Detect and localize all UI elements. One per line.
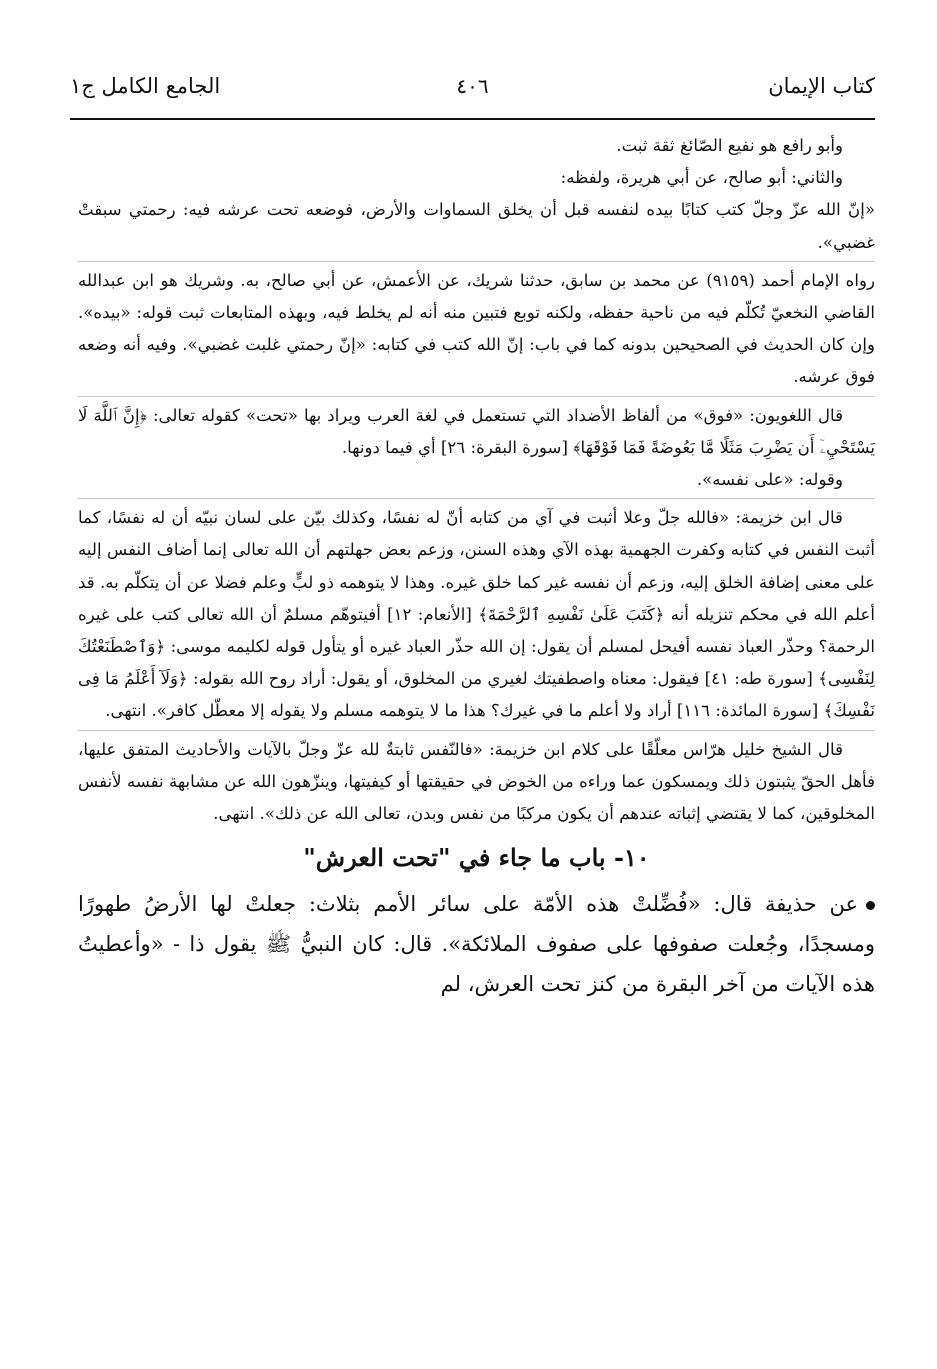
chapter-hadith-text: عن حذيفة قال: «فُضِّلتْ هذه الأمّة على سائر الأمم بثلاث: جعلتْ لها الأرضُ طهورًا ومسجدًا، وجُعلت صفوفها على صفوف الملائكة». قال: كان النبيُّ ﷺ يقول ذا - «وأعطيتُ هذه الآيات من آخر البقرة من كنز تحت العرش، لم	[78, 892, 875, 997]
section-divider	[78, 730, 875, 731]
paragraph: قال اللغويون: «فوق» من ألفاظ الأضداد التي تستعمل في لغة العرب ويراد بها «تحت» كقوله تعالى: ﴿إِنَّ ٱللَّهَ لَا يَسْتَحْيِۦٓ أَن يَضْرِبَ مَثَلًا مَّا بَعُوضَةً فَمَا فَوْقَهَا﴾ [سورة البقرة: ٢٦] أي فيما دونها.	[78, 405, 875, 457]
bullet-icon	[866, 901, 875, 910]
page-number: ٤٠٦	[456, 74, 489, 98]
section-divider	[78, 396, 875, 397]
section-divider	[78, 498, 875, 499]
paragraph: وأبو رافع هو نفيع الصّائغ ثقة ثبت.	[616, 136, 843, 155]
header-volume-title: الجامع الكامل ج١	[70, 74, 221, 98]
paragraph: رواه الإمام أحمد (٩١٥٩) عن محمد بن سابق، حدثنا شريك، عن الأعمش، عن أبي صالح، به. وشريك هو ابن عبدالله القاضي النخعيّ تُكلّم فيه من ناحية حفظه، ولكنه توبع فتبين منه أنه لم يخلط فيه، وبهذه المتابعات ثبت قوله: «بيده». وإن كان الحديث في الصحيحين بدونه كما في باب: إنّ الله كتب في كتابه: «إنّ رحمتي غلبت غضبي». وفيه أنه وضعه فوق عرشه.	[78, 270, 875, 387]
paragraph: وقوله: «على نفسه».	[696, 470, 843, 490]
paragraph: والثاني: أبو صالح، عن أبي هريرة، ولفظه:	[560, 168, 843, 188]
section-divider	[78, 261, 875, 262]
paragraph: قال الشيخ خليل هرّاس معلّقًا على كلام ابن خزيمة: «فالنّفس ثابتةٌ لله عزّ وجلّ بالآيات والأحاديث المتفق عليها، فأهل الحقّ يثبتون ذلك ويمسكون عما وراءه من الخوض في حقيقتها أو كيفيتها، وينزّهون الله عن مشابهة نفسه لأنفس المخلوقين، كما لا يقتضي إثباته عندهم أن يكون مركبًا من نفس وبدن، تعالى الله عن ذلك». انتهى.	[78, 739, 875, 824]
hadith-text: «إنّ الله عزّ وجلّ كتب كتابًا بيده لنفسه قبل أن يخلق السماوات والأرض، فوضعه تحت عرشه فيه: رحمتي سبقتْ غضبي».	[78, 200, 875, 252]
page-body	[78, 130, 875, 1004]
chapter-hadith	[78, 884, 875, 1004]
page-header	[70, 56, 875, 116]
header-divider	[70, 118, 875, 120]
chapter-heading: ١٠- باب ما جاء في "تحت العرش"	[303, 843, 650, 873]
paragraph: قال ابن خزيمة: «فالله جلّ وعلا أثبت في آي من كتابه أنّ له نفسًا، وكذلك بيّن على لسان نبيّه أن له نفسًا، كما أثبت النفس في كتابه وكفرت الجهمية بهذه الآي وهذه السنن، وزعم بعض جهلتهم أن الله تعالى إنما أضاف النفس إليه على معنى إضافة الخلق إليه، وزعم أن نفسه غير كما خلق غيره. وهذا لا يتوهمه ذو لبٍّ وعلم فضلا عن أن يتكلّم به. قد أعلم الله في محكم تنزيله أنه ﴿كَتَبَ عَلَىٰ نَفْسِهِ ٱلرَّحْمَةَ﴾ [الأنعام: ١٢] أفيتوهّم مسلمٌ أن الله تعالى كتب على غيره الرحمة؟ وحذّر العباد نفسه أفيحل لمسلم أن يقول: إن الله حذّر العباد غيره أو يتأول قوله لكليمه موسى: ﴿وَٱصْطَنَعْتُكَ لِنَفْسِى﴾ [سورة طه: ٤١] فيقول: معناه واصطفيتك لغيري من المخلوق، أو يقول: أراد روح الله بقوله: ﴿وَلَآ أَعْلَمُ مَا فِى نَفْسِكَ﴾ [سورة المائدة: ١١٦] أراد ولا أعلم ما في غيرك؟ هذا ما لا يتوهمه مسلم ولا يقوله إلا معطّل كافر». انتهى.	[78, 508, 875, 721]
header-book-title: كتاب الإيمان	[768, 74, 875, 98]
